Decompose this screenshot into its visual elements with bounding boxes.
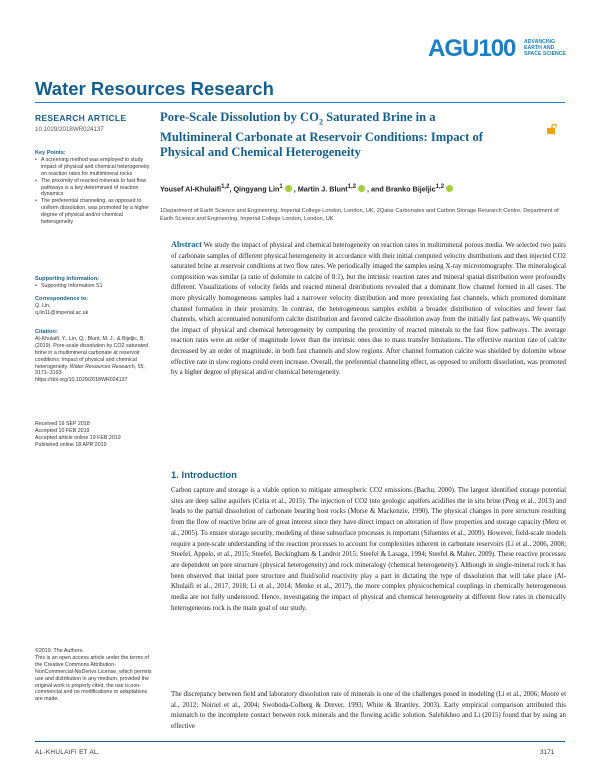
footer-rule: [35, 741, 565, 742]
author-name[interactable]: Branko Bijeljic: [385, 184, 436, 194]
correspondence: [35, 296, 155, 317]
citation-text: Al-Khulaifi, Y., Lin, Q., Blunt, M. J., & Bijeljic, B. (2019). Pore-scale dissolution by CO2 saturated brine in a multimineral carbonate at reservoir conditions: Impact of physical and chemical heterogeneity.: [35, 335, 149, 370]
author-list: Yousef Al-Khulaifi$^{1,2}$, Qingyang Lin$^1$ , Martin J. Blunt$^{1,2}$ , and Branko Bijeljic$^{1,2}$: [160, 184, 560, 193]
citation: [35, 329, 155, 384]
key-point: • The proximity of reacted minerals to fast flow pathways is a key determinant of reaction dynamics: [35, 178, 155, 199]
orcid-icon[interactable]: [358, 185, 365, 192]
intro-paragraph-1: Carbon capture and storage is a viable option to mitigate atmospheric CO2 emissions (Bachu, 2000). The largest identified storage potential sites are deep saline aquifers (Celia et al., 2015). The injection of CO2 into geologic aquifers acidifies the in situ brine (Peng et al., 2013) and leads to the partial dissolution of carbonate bearing host rocks (Morse & Mackenzie, 1990). The physical changes in pore structure resulting from the flow of reactive brine are of great interest since they have direct impact on alteration of flow properties and storage capacity (Metz et al., 2005). To ensure storage security, modeling of these subsurface processes is important (Sifuentes et al., 2009). However, field-scale models require a pore-scale understanding of the reaction processes to account for complexities inherent in carbonate reservoirs (Li et al., 2006, 2008; Steefel, Appelo, et al., 2015; Steefel, Beckingham & Landrot 2015; Steefel & Lasaga, 1994; Steefel & Maher, 2009). These reactive processes are dependent on pore structure (physical heterogeneity) and rock mineralogy (chemical heterogeneity). Although in single-mineral rock it has been observed that initial pore structure and fluid/solid reactivity play a part in dictating the type of dissolution that will take place (Al-Khulaifi et al., 2017, 2018; Li et al., 2014; Menke et al., 2017), the more complex physicochemical couplings in chemically heterogeneous media are not fully understood. Hence, investigating the impact of physical and chemical heterogeneity at different flow rates in chemically heterogeneous rock is the main goal of our study.: [171, 487, 566, 612]
orcid-icon[interactable]: [285, 185, 292, 192]
author-name[interactable]: Martin J. Blunt: [297, 184, 348, 194]
key-points-heading: Key Points:: [35, 150, 66, 156]
agu-logo: [428, 36, 568, 62]
date-published: Published online 18 APR 2019: [35, 441, 107, 448]
citation-journal: Water Resources Research, 55,: [69, 363, 145, 370]
author-name[interactable]: Yousef Al-Khulaifi: [160, 184, 222, 194]
author-affil-sup: 1: [279, 184, 283, 190]
supporting-link[interactable]: • Supporting Information S1: [35, 283, 155, 290]
footer-authors: AL-KHULAIFI ET AL.: [35, 749, 100, 756]
open-access-lock-icon: [546, 124, 558, 134]
supporting-info: [35, 276, 155, 290]
journal-title: Water Resources Research: [35, 78, 274, 99]
date-accepted: Accepted 10 FEB 2019: [35, 427, 90, 434]
intro-paragraph-2: The discrepancy between field and laboratory dissolution rate of minerals is one of the challenges posed in modeling (Li et al., 2006; Moore et al., 2012; Noiriel et al., 2004; Swoboda-Colberg & Drever, 1993; White & Brantley, 2003). Early empirical comparison attributed this mismatch to the incomplete contact between rock minerals and the flowing acidic solution. Salehikhoo and Li (2015) found that by using an effective: [171, 691, 566, 731]
key-point: • A screening method was employed to study impact of physical and chemical heterogeneity on reaction rates for multimineral rocks: [35, 157, 155, 178]
abstract-text: We study the impact of physical and chemical heterogeneity on reaction rates in multimineral porous media. We selected two pairs of carbonate samples of different physical heterogeneity in accordance with their initial computed velocity distributions and then injected CO2 saturated brine at reservoir conditions at two flow rates. We periodically imaged the samples using X-ray microtomography. The mineralogical composition was similar (a ratio of dolomite to calcite of 8:1), but the intrinsic reaction rates and mineral spatial distribution were profoundly different. Visualizations of velocity fields and reacted mineral distributions revealed that a dominant flow channel formed in all cases. The more physically homogeneous samples had a narrower velocity distribution and more preexisting fast channels, which promoted dominant channel formation in their proximity. In contrast, the heterogeneous samples exhibit a broader distribution of velocities and fewer fast channels, which accentuated nonuniform calcite distribution and favored calcite dissolution away from the initially fast pathways. We quantify the impact of physical and chemical heterogeneity by computing the proximity of reacted minerals to the fast flow pathways. The average reaction rates were an order of magnitude lower than the intrinsic ones due to mass transfer limitations. The effective reaction rate of calcite decreased by an order of magnitude, in both fast channels and slow regions. After channel formation calcite was shielded by dolomite whose effective rate in slow regions could even increase. Overall, the preferential channeling effect, as opposed to uniform dissolution, was promoted by a higher degree of physical and/or chemical heterogeneity.: [171, 242, 566, 377]
abstract: [171, 240, 566, 379]
license-text: This is an open access article under the terms of the Creative Commons Attribution-NonCommercial-NoDerivs License, which permits use and distribution in any medium, provided the original work is properly cited, the use is non-commercial and no modifications or adaptations are made.: [35, 654, 152, 703]
author-affil-sup: 1,2: [435, 184, 445, 190]
page-number: 3171: [540, 749, 555, 756]
citation-heading: Citation:: [35, 329, 58, 335]
article-title: [160, 110, 490, 160]
author-name[interactable]: Qingyang Lin: [233, 184, 280, 194]
doi[interactable]: 10.1029/2018WR024137: [35, 126, 104, 133]
date-received: Received 19 SEP 2018: [35, 421, 90, 427]
agu-logo-mark: AGU: [428, 35, 479, 62]
article-dates: [35, 421, 155, 449]
supporting-heading: Supporting Information:: [35, 276, 100, 282]
key-points: [35, 150, 155, 226]
correspondence-heading: Correspondence to:: [35, 296, 89, 302]
citation-pages[interactable]: 3171–3193. https://doi.org/10.1029/2018WR024137: [35, 370, 128, 384]
section-heading-introduction: 1. Introduction: [171, 470, 237, 481]
correspondence-name: Q. Lin,: [35, 302, 51, 309]
date-online: Accepted article online 19 FEB 2019: [35, 434, 121, 441]
license: [35, 648, 155, 703]
author-affil-sup: 1,2: [347, 184, 356, 190]
copyright: ©2019. The Authors.: [35, 648, 84, 654]
title-part-2: Saturated Brine in a Multimineral Carbonate at Reservoir Conditions: Impact of Physical and Chemical Heterogeneity: [160, 110, 483, 159]
correspondence-email[interactable]: q.lin11@imperial.ac.uk: [35, 309, 89, 316]
author-and: and: [370, 184, 384, 194]
header-rule: [35, 102, 565, 103]
key-point: • The preferential channeling, as opposed to uniform dissolution, was promoted by a higher degree of physical and/or chemical heterogeneity: [35, 198, 155, 226]
article-type: RESEARCH ARTICLE: [35, 113, 127, 123]
author-affil-sup: 1,2: [221, 184, 230, 190]
orcid-icon[interactable]: [446, 185, 453, 192]
abstract-label: Abstract: [171, 240, 202, 249]
affiliations: 1Department of Earth Science and Engineering, Imperial College London, London, UK, 2Qatar Carbonates and Carbon Storage Research Centre, Department of Earth Science and Engineering, Imperial College London, London, UK: [160, 208, 559, 223]
title-part-1: Pore-Scale Dissolution by CO: [160, 110, 319, 124]
agu-logo-number: 100: [478, 35, 516, 62]
agu-tagline: ADVANCING EARTH AND SPACE SCIENCE: [524, 39, 566, 57]
title-subscript: 2: [318, 117, 323, 127]
